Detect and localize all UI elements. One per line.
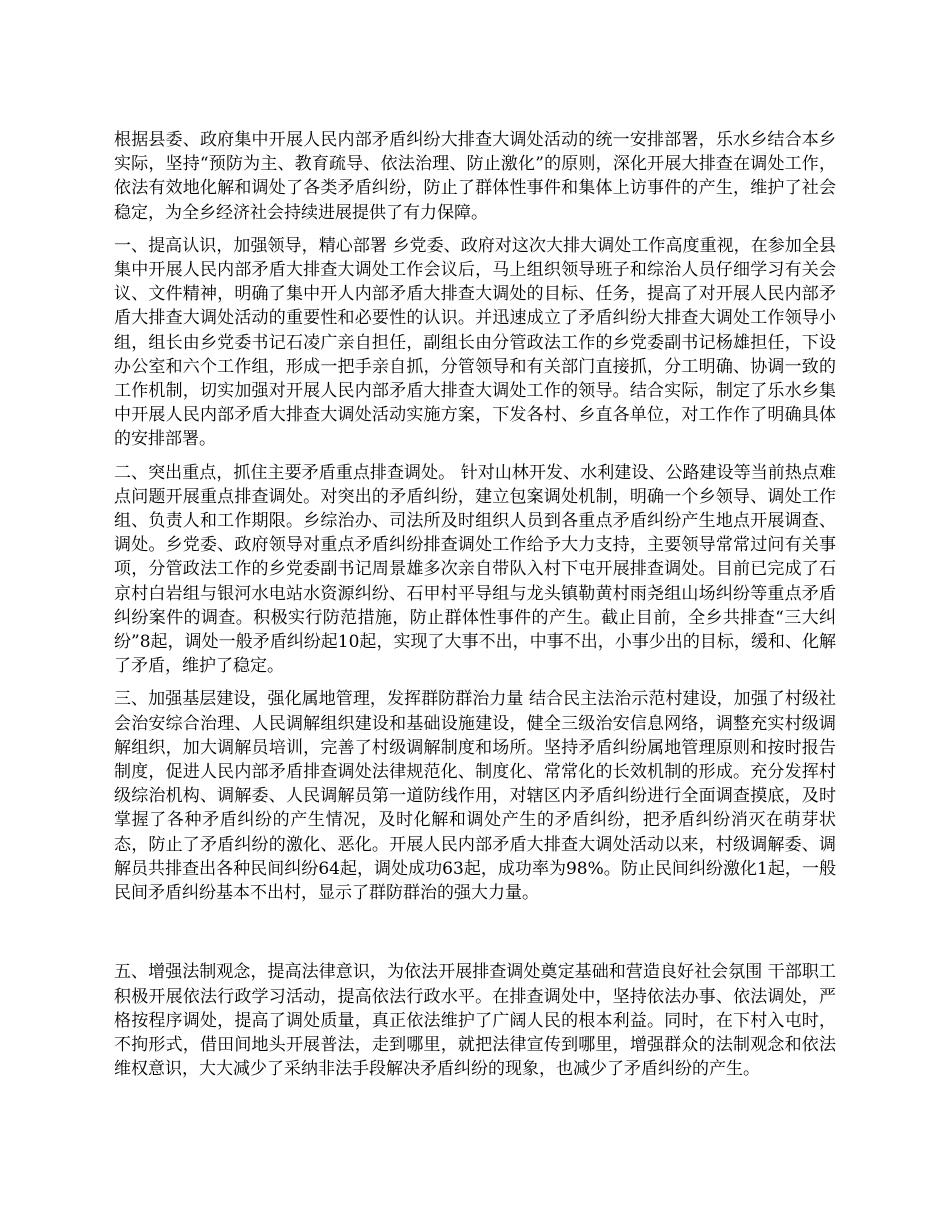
section-1-paragraph: 一、提高认识，加强领导，精心部署 乡党委、政府对这次大排大调处工作高度重视，在参加全县集中开展人民内部矛盾大排查大调处工作会议后，马上组织领导班子和综治人员仔细学习有关会议、文件精神，明确了集中开人内部矛盾大排查大调处的目标、任务，提高了对开展人民内部矛盾大排查大调处活动的重要性和必要性的认识。并迅速成立了矛盾纠纷大排查大调处工作领导小组，组长由乡党委书记石凌广亲自担任，副组长由分管政法工作的乡党委副书记杨雄担任，下设办公室和六个工作组，形成一把手亲自抓，分管领导和有关部门直接抓，分工明确、协调一致的工作机制，切实加强对开展人民内部矛盾大排查大调处工作的领导。结合实际，制定了乐水乡集中开展人民内部矛盾大排查大调处活动实施方案，下发各村、乡直各单位，对工作作了明确具体的安排部署。 xyxy=(114,235,836,450)
intro-paragraph: 根据县委、政府集中开展人民内部矛盾纠纷大排查大调处活动的统一安排部署，乐水乡结合本乡实际，坚持“预防为主、教育疏导、依法治理、防止激化”的原则，深化开展大排查在调处工作，依法有效地化解和调处了各类矛盾纠纷，防止了群体性事件和集体上访事件的产生，维护了社会稳定，为全乡经济社会持续进展提供了有力保障。 xyxy=(114,130,836,223)
section-5-paragraph: 五、增强法制观念，提高法律意识，为依法开展排查调处奠定基础和营造良好社会氛围 干部职工积极开展依法行政学习活动，提高依法行政水平。在排查调处中，坚持依法办事、依法调处，严格按程序调处，提高了调处质量，真正依法维护了广阔人民的根本利益。同时，在下村入屯时，不拘形式，借田间地头开展普法，走到哪里，就把法律宣传到哪里，增强群众的法制观念和依法维权意识，大大减少了采纳非法手段解决矛盾纠纷的现象，也减少了矛盾纠纷的产生。 xyxy=(114,962,836,1080)
section-3-paragraph: 三、加强基层建设，强化属地管理，发挥群防群治力量 结合民主法治示范村建设，加强了村级社会治安综合治理、人民调解组织建设和基础设施建设，健全三级治安信息网络，调整充实村级调解组织，加大调解员培训，完善了村级调解制度和场所。坚持矛盾纠纷属地管理原则和按时报告制度，促进人民内部矛盾排查调处法律规范化、制度化、常常化的长效机制的形成。充分发挥村级综治机构、调解委、人民调解员第一道防线作用，对辖区内矛盾纠纷进行全面调查摸底，及时掌握了各种矛盾纠纷的产生情况，及时化解和调处产生的矛盾纠纷，把矛盾纠纷消灭在萌芽状态，防止了矛盾纠纷的激化、恶化。开展人民内部矛盾大排查大调处活动以来，村级调解委、调解员共排查出各种民间纠纷64起，调处成功63起，成功率为98%。防止民间纠纷激化1起，一般民间矛盾纠纷基本不出村，显示了群防群治的强大力量。 xyxy=(114,689,836,904)
document-body xyxy=(114,128,836,1081)
section-2-paragraph: 二、突出重点，抓住主要矛盾重点排查调处。 针对山林开发、水利建设、公路建设等当前热点难点问题开展重点排查调处。对突出的矛盾纠纷，建立包案调处机制，明确一个乡领导、调处工作组、负责人和工作期限。乡综治办、司法所及时组织人员到各重点矛盾纠纷产生地点开展调查、调处。乡党委、政府领导对重点矛盾纠纷排查调处工作给予大力支持，主要领导常常过问有关事项，分管政法工作的乡党委副书记周景雄多次亲自带队入村下屯开展排查调处。目前已完成了石京村白岩组与银河水电站水资源纠纷、石甲村平导组与龙头镇勒黄村雨尧组山场纠纷等重点矛盾纠纷案件的调查。积极实行防范措施，防止群体性事件的产生。截止目前，全乡共排查“三大纠纷”8起，调处一般矛盾纠纷起10起，实现了大事不出，中事不出，小事少出的目标，缓和、化解了矛盾，维护了稳定。 xyxy=(114,462,836,677)
